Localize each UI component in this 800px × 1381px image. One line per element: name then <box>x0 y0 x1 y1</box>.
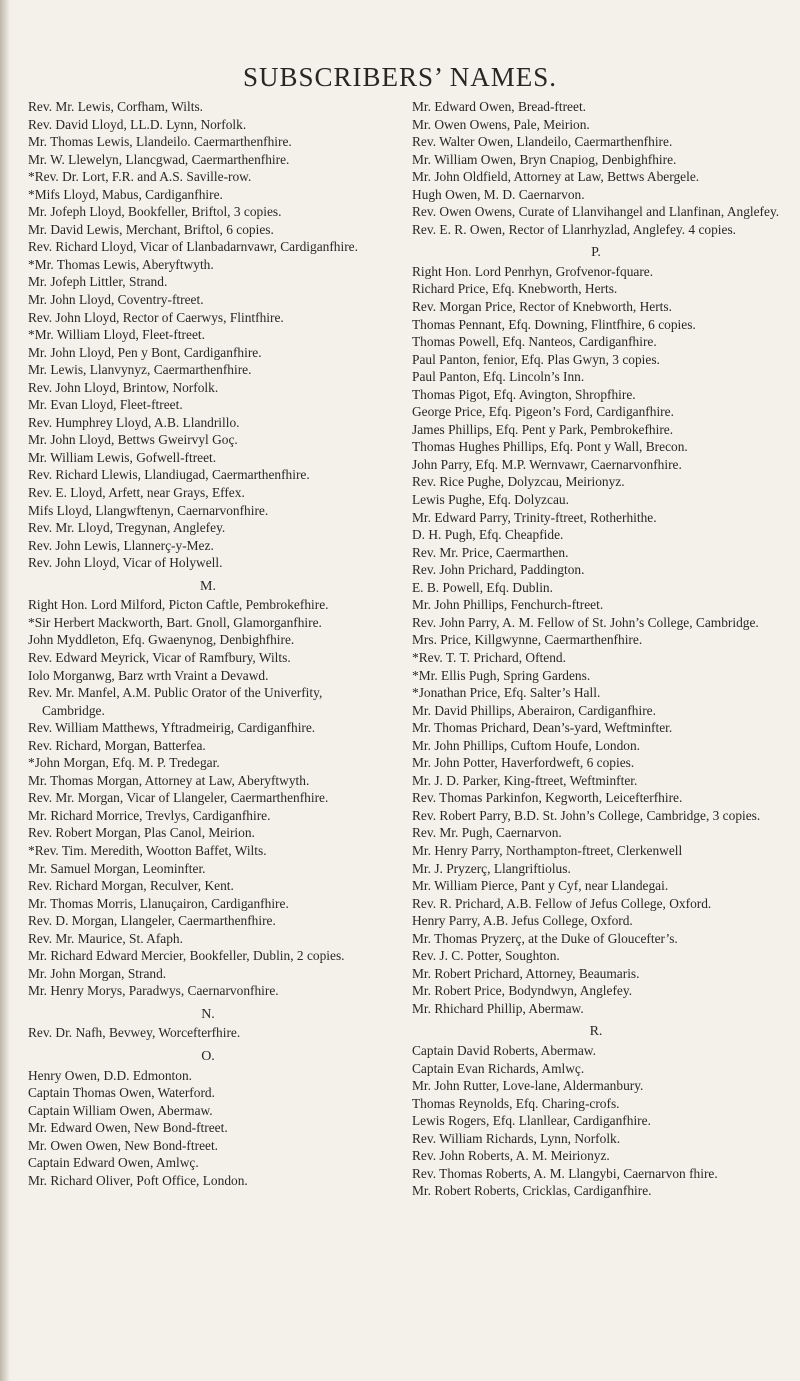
subscriber-entry: Mr. Thomas Morgan, Attorney at Law, Aberyftwyth. <box>28 772 310 788</box>
subscriber-entry: Mr. John Phillips, Fenchurch-ftreet. <box>412 597 604 613</box>
subscriber-entry: John Parry, Efq. M.P. Wernvawr, Caernarvonfhire. <box>412 456 682 472</box>
subscriber-entry: Rev. Thomas Roberts, A. M. Llangybi, Caernarvon fhire. <box>412 1165 718 1181</box>
subscriber-entry: Mr. David Phillips, Aberairon, Cardiganfhire. <box>412 702 656 718</box>
subscriber-entry: *Mr. William Lloyd, Fleet-ftreet. <box>28 327 205 343</box>
page-binding-edge <box>0 0 10 1381</box>
subscriber-entry: Mr. Owen Owens, Pale, Meirion. <box>412 116 590 132</box>
subscriber-entry: Thomas Powell, Efq. Nanteos, Cardiganfhire. <box>412 334 657 350</box>
subscriber-entry: Mr. William Pierce, Pant y Cyf, near Llandegai. <box>412 878 669 894</box>
subscriber-entry: Iolo Morganwg, Barz wrth Vraint a Devawd. <box>28 667 269 683</box>
subscriber-entry: Rev. Dr. Nafh, Bevwey, Worcefterfhire. <box>28 1025 241 1041</box>
subscriber-entry: Mr. Jofeph Littler, Strand. <box>28 274 168 290</box>
subscriber-entry: Thomas Pigot, Efq. Avington, Shropfhire. <box>412 386 636 402</box>
subscriber-entry: Thomas Reynolds, Efq. Charing-crofs. <box>412 1095 620 1111</box>
subscriber-entry: *Mr. Ellis Pugh, Spring Gardens. <box>412 667 591 683</box>
subscriber-entry: *Rev. Dr. Lort, F.R. and A.S. Saville-row. <box>28 169 252 185</box>
subscriber-entry: Mr. Thomas Lewis, Llandeilo. Caermarthenfhire. <box>28 134 292 150</box>
subscriber-entry: Right Hon. Lord Milford, Picton Caftle, Pembrokefhire. <box>28 597 329 613</box>
subscriber-entry: Mr. Lewis, Llanvynyz, Caermarthenfhire. <box>28 362 252 378</box>
subscriber-entry: Rev. Walter Owen, Llandeilo, Caermarthenfhire. <box>412 134 673 150</box>
subscriber-entry: Mr. Thomas Pryzerç, at the Duke of Gloucefter’s. <box>412 930 678 946</box>
section-header-m: M. <box>200 578 216 594</box>
section-p <box>412 263 780 1018</box>
subscriber-entry: Mr. J. D. Parker, King-ftreet, Weftminfter. <box>412 772 638 788</box>
subscriber-entry: Mr. John Lloyd, Coventry-ftreet. <box>28 292 204 308</box>
subscriber-entry: Rev. Mr. Lloyd, Tregynan, Anglefey. <box>28 520 226 536</box>
subscriber-entry: Mr. Richard Oliver, Poft Office, London. <box>28 1172 248 1188</box>
section-n <box>28 1024 388 1042</box>
right-column <box>412 98 780 1200</box>
subscriber-entry: Mr. John Morgan, Strand. <box>28 965 167 981</box>
subscriber-entry: Rev. John Roberts, A. M. Meirionyz. <box>412 1148 610 1164</box>
subscriber-entry: Mr. W. Llewelyn, Llancgwad, Caermarthenfhire. <box>28 151 290 167</box>
subscriber-entry: Rev. Thomas Parkinfon, Kegworth, Leicefterfhire. <box>412 790 683 806</box>
subscriber-entry: Rev. John Lewis, Llannerç-y-Mez. <box>28 537 214 553</box>
subscriber-entry: Captain David Roberts, Abermaw. <box>412 1042 596 1058</box>
subscriber-entry: Mr. John Rutter, Love-lane, Aldermanbury. <box>412 1078 644 1094</box>
subscriber-entry: Henry Owen, D.D. Edmonton. <box>28 1067 193 1083</box>
subscriber-entry: D. H. Pugh, Efq. Cheapfide. <box>412 527 564 543</box>
page-title: SUBSCRIBERS’ NAMES. <box>242 62 558 92</box>
subscriber-entry: John Myddleton, Efq. Gwaenynog, Denbighfhire. <box>28 632 295 648</box>
subscriber-entry: Mr. Edward Parry, Trinity-ftreet, Rotherhithe. <box>412 509 657 525</box>
subscriber-entry: Rev. Mr. Price, Caermarthen. <box>412 544 569 560</box>
section-l <box>28 98 388 572</box>
subscriber-entry: Thomas Hughes Phillips, Efq. Pont y Wall, Brecon. <box>412 439 688 455</box>
subscriber-entry: Mr. Jofeph Lloyd, Bookfeller, Briftol, 3 copies. <box>28 204 282 220</box>
subscriber-entry: Mr. Evan Lloyd, Fleet-ftreet. <box>28 397 183 413</box>
subscriber-entry: Right Hon. Lord Penrhyn, Grofvenor-fquare. <box>412 263 654 279</box>
subscriber-entry: Rev. Richard Lloyd, Vicar of Llanbadarnvawr, Cardiganfhire. <box>28 239 358 255</box>
subscriber-entry: George Price, Efq. Pigeon’s Ford, Cardiganfhire. <box>412 404 674 420</box>
section-header-p: P. <box>591 245 601 261</box>
subscriber-entry: Mr. Samuel Morgan, Leominfter. <box>28 860 206 876</box>
subscriber-entry: Rev. John Lloyd, Vicar of Holywell. <box>28 555 223 571</box>
subscriber-entry: Rev. David Lloyd, LL.D. Lynn, Norfolk. <box>28 116 247 132</box>
subscriber-entry: Rev. E. R. Owen, Rector of Llanrhyzlad, Anglefey. 4 copies. <box>412 221 737 237</box>
subscriber-entry: Rev. E. Lloyd, Arfett, near Grays, Effex. <box>28 485 245 501</box>
subscriber-entry: *Mifs Lloyd, Mabus, Cardiganfhire. <box>28 186 223 202</box>
subscriber-entry: Rev. Morgan Price, Rector of Knebworth, Herts. <box>412 299 672 315</box>
subscriber-entry: Rev. R. Prichard, A.B. Fellow of Jefus College, Oxford. <box>412 895 712 911</box>
subscriber-entry: Rev. Edward Meyrick, Vicar of Ramfbury, Wilts. <box>28 649 291 665</box>
subscriber-entry: Paul Panton, fenior, Efq. Plas Gwyn, 3 copies. <box>412 351 660 367</box>
subscriber-entry: Mr. David Lewis, Merchant, Briftol, 6 copies. <box>28 221 274 237</box>
left-column <box>28 98 388 1189</box>
subscriber-entry: Mr. J. Pryzerç, Llangriftiolus. <box>412 860 571 876</box>
subscriber-entry: Rev. Rice Pughe, Dolyzcau, Meirionyz. <box>412 474 625 490</box>
subscriber-entry: Mr. Richard Edward Mercier, Bookfeller, Dublin, 2 copies. <box>28 948 345 964</box>
subscriber-entry: Rev. Mr. Pugh, Caernarvon. <box>412 825 562 841</box>
subscriber-entry: Rev. Mr. Manfel, A.M. Public Orator of the Univerfity, Cambridge. <box>28 685 323 718</box>
subscriber-entry: Mr. John Oldfield, Attorney at Law, Bettws Abergele. <box>412 169 700 185</box>
subscriber-entry: Rev. Humphrey Lloyd, A.B. Llandrillo. <box>28 414 240 430</box>
subscriber-entry: Mr. William Owen, Bryn Cnapiog, Denbighfhire. <box>412 151 677 167</box>
section-o <box>28 1067 388 1190</box>
section-r <box>412 1042 780 1200</box>
subscriber-entry: Rev. Richard, Morgan, Batterfea. <box>28 737 206 753</box>
subscriber-entry: Rev. William Richards, Lynn, Norfolk. <box>412 1130 621 1146</box>
subscriber-entry: *John Morgan, Efq. M. P. Tredegar. <box>28 755 220 771</box>
subscriber-entry: Mr. Henry Parry, Northampton-ftreet, Clerkenwell <box>412 842 683 858</box>
section-header-n: N. <box>201 1006 215 1022</box>
subscriber-entry: Paul Panton, Efq. Lincoln’s Inn. <box>412 369 585 385</box>
subscriber-entry: Rev. Robert Morgan, Plas Canol, Meirion. <box>28 825 255 841</box>
subscriber-entry: *Sir Herbert Mackworth, Bart. Gnoll, Glamorganfhire. <box>28 614 322 630</box>
subscriber-entry: E. B. Powell, Efq. Dublin. <box>412 579 553 595</box>
subscriber-entry: *Rev. Tim. Meredith, Wootton Baffet, Wilts. <box>28 842 267 858</box>
subscriber-entry: Rev. Mr. Maurice, St. Afaph. <box>28 930 183 946</box>
subscriber-entry: James Phillips, Efq. Pent y Park, Pembrokefhire. <box>412 421 674 437</box>
subscriber-entry: Rev. John Prichard, Paddington. <box>412 562 585 578</box>
subscriber-entry: Mr. John Potter, Haverfordweft, 6 copies. <box>412 755 635 771</box>
subscriber-entry: Captain Edward Owen, Amlwç. <box>28 1155 199 1171</box>
subscriber-entry: Rev. Mr. Morgan, Vicar of Llangeler, Caermarthenfhire. <box>28 790 329 806</box>
subscriber-entry: Rev. J. C. Potter, Soughton. <box>412 948 560 964</box>
subscriber-entry: Mr. Robert Roberts, Cricklas, Cardiganfhire. <box>412 1183 652 1199</box>
subscriber-entry: Captain Evan Richards, Amlwç. <box>412 1060 585 1076</box>
section-header-o: O. <box>201 1048 215 1064</box>
subscriber-entry: *Jonathan Price, Efq. Salter’s Hall. <box>412 685 601 701</box>
subscriber-entry: Mr. Robert Price, Bodyndwyn, Anglefey. <box>412 983 633 999</box>
subscriber-entry: Mr. Richard Morrice, Trevlys, Cardiganfhire. <box>28 807 271 823</box>
subscriber-entry: Rev. D. Morgan, Llangeler, Caermarthenfhire. <box>28 913 276 929</box>
subscriber-entry: Rev. Mr. Lewis, Corfham, Wilts. <box>28 99 204 114</box>
subscriber-entry: Rev. Owen Owens, Curate of Llanvihangel and Llanfinan, Anglefey. <box>412 204 780 220</box>
subscriber-entry: Rev. William Matthews, Yftradmeirig, Cardiganfhire. <box>28 720 316 736</box>
section-m <box>28 596 388 1000</box>
subscriber-entry: Mr. Owen Owen, New Bond-ftreet. <box>28 1137 219 1153</box>
section-o-continued <box>412 98 780 238</box>
subscriber-entry: Mr. Edward Owen, Bread-ftreet. <box>412 99 587 114</box>
subscriber-entry: Henry Parry, A.B. Jefus College, Oxford. <box>412 913 633 929</box>
subscriber-entry: Mr. John Lloyd, Bettws Gweirvyl Goç. <box>28 432 238 448</box>
subscriber-entry: Hugh Owen, M. D. Caernarvon. <box>412 186 585 202</box>
section-header-r: R. <box>589 1024 603 1040</box>
subscriber-entry: Rev. Richard Morgan, Reculver, Kent. <box>28 878 234 894</box>
subscriber-entry: *Mr. Thomas Lewis, Aberyftwyth. <box>28 256 214 272</box>
subscriber-entry: Mr. Thomas Prichard, Dean’s-yard, Weftminfter. <box>412 720 673 736</box>
subscriber-entry: Mr. William Lewis, Gofwell-ftreet. <box>28 449 217 465</box>
subscriber-entry: Captain William Owen, Abermaw. <box>28 1102 213 1118</box>
subscriber-entry: Richard Price, Efq. Knebworth, Herts. <box>412 281 618 297</box>
subscriber-entry: Captain Thomas Owen, Waterford. <box>28 1085 215 1101</box>
subscriber-entry: Rev. John Lloyd, Brintow, Norfolk. <box>28 379 219 395</box>
subscriber-entry: Rev. John Lloyd, Rector of Caerwys, Flintfhire. <box>28 309 284 325</box>
subscriber-entry: Mifs Lloyd, Llangwftenyn, Caernarvonfhire. <box>28 502 269 518</box>
subscriber-entry: Thomas Pennant, Efq. Downing, Flintfhire, 6 copies. <box>412 316 696 332</box>
subscriber-entry: Mr. Henry Morys, Paradwys, Caernarvonfhire. <box>28 983 279 999</box>
subscriber-entry: Lewis Pughe, Efq. Dolyzcau. <box>412 492 569 508</box>
subscriber-entry: Mr. John Lloyd, Pen y Bont, Cardiganfhire. <box>28 344 262 360</box>
subscriber-entry: Mrs. Price, Killgwynne, Caermarthenfhire. <box>412 632 643 648</box>
subscriber-entry: Rev. Richard Llewis, Llandiugad, Caermarthenfhire. <box>28 467 310 483</box>
subscriber-entry: Mr. Robert Prichard, Attorney, Beaumaris. <box>412 965 640 981</box>
subscriber-entry: Mr. Thomas Morris, Llanuçairon, Cardiganfhire. <box>28 895 289 911</box>
subscriber-entry: Mr. John Phillips, Cuftom Houfe, London. <box>412 737 641 753</box>
subscriber-entry: Rev. John Parry, A. M. Fellow of St. John’s College, Cambridge. <box>412 614 759 630</box>
subscriber-entry: Mr. Edward Owen, New Bond-ftreet. <box>28 1120 228 1136</box>
subscriber-entry: Lewis Rogers, Efq. Llanllear, Cardiganfhire. <box>412 1113 651 1129</box>
subscriber-entry: Rev. Robert Parry, B.D. St. John’s College, Cambridge, 3 copies. <box>412 807 761 823</box>
subscriber-entry: Mr. Rhichard Phillip, Abermaw. <box>412 1000 584 1016</box>
subscriber-entry: *Rev. T. T. Prichard, Oftend. <box>412 649 566 665</box>
